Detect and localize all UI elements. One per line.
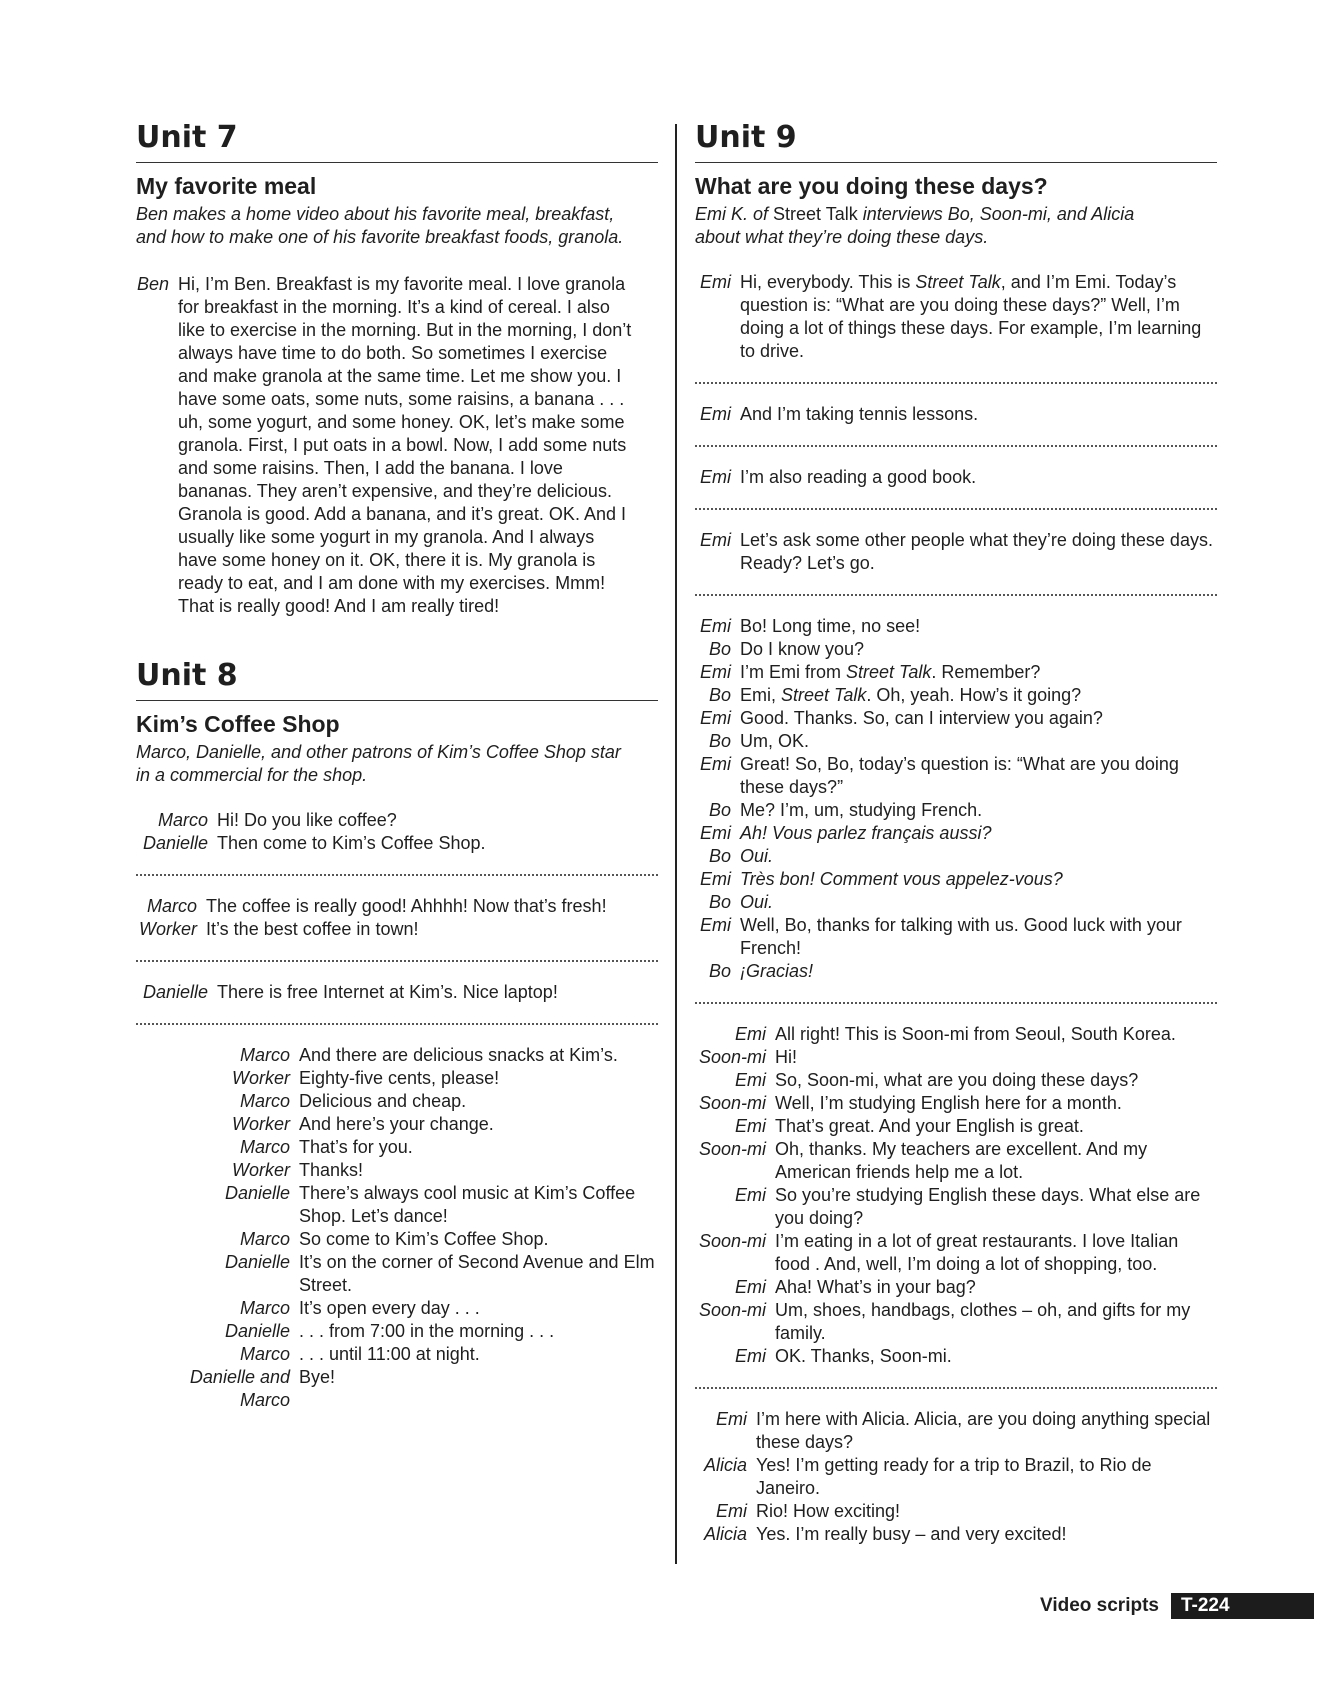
script-block	[695, 605, 1217, 993]
speaker-name: Marco	[239, 1137, 290, 1157]
unit-8-description: Marco, Danielle, and other patrons of Kim’s Coffee Shop star in a commercial for the shop.	[136, 742, 621, 785]
speaker-name: Bo	[708, 800, 731, 820]
line-text: Oui.	[740, 892, 774, 912]
line-text: Um, shoes, handbags, clothes – oh, and gifts for my family.	[775, 1300, 1191, 1343]
script-line	[695, 684, 1217, 707]
left-column	[136, 118, 658, 1422]
line-text: Hi!	[775, 1047, 797, 1067]
script-line	[695, 753, 1217, 799]
column-divider	[675, 124, 677, 1564]
speaker-name: Danielle and Marco	[189, 1367, 290, 1410]
line-text: Hi! Do you like coffee?	[217, 810, 397, 830]
script-block	[136, 1034, 658, 1422]
speaker-name: Danielle	[142, 982, 208, 1002]
script-line	[695, 891, 1217, 914]
speaker-name: Emi	[700, 708, 731, 728]
line-text: Yes. I’m really busy – and very excited!	[756, 1524, 1067, 1544]
line-text: OK. Thanks, Soon-mi.	[775, 1346, 952, 1366]
line-text: There’s always cool music at Kim’s Coffee Shop. Let’s dance!	[299, 1183, 636, 1226]
script-line	[136, 1343, 658, 1366]
speaker-name: Emi	[700, 662, 731, 682]
speaker-name: Emi	[735, 1070, 766, 1090]
line-text: And I’m taking tennis lessons.	[740, 404, 979, 424]
line-text: Hi, everybody. This is Street Talk, and I’m Emi. Today’s question is: “What are you doing these days?” Well, I’m doing a lot of things these days. For example, I’m learning to drive.	[740, 272, 1202, 361]
line-text: I’m eating in a lot of great restaurants. I love Italian food . And, well, I’m doing a lot of shopping, too.	[775, 1231, 1179, 1274]
speaker-name: Emi	[700, 915, 731, 935]
script-block	[695, 519, 1217, 585]
script-line	[695, 1345, 1217, 1368]
dotted-divider	[136, 1023, 658, 1025]
speaker-name: Soon-mi	[698, 1139, 766, 1159]
speaker-name: Emi	[700, 530, 731, 550]
line-text: Bye!	[299, 1367, 336, 1387]
line-text: Oh, thanks. My teachers are excellent. And my American friends help me a lot.	[775, 1139, 1148, 1182]
page-number: T-224	[1171, 1593, 1314, 1619]
dotted-divider	[136, 874, 658, 876]
dotted-divider	[695, 382, 1217, 384]
script-line	[136, 832, 658, 855]
line-text: ¡Gracias!	[740, 961, 814, 981]
line-text: That’s great. And your English is great.	[775, 1116, 1084, 1136]
line-text: Hi, I’m Ben. Breakfast is my favorite meal. I love granola for breakfast in the morning. It’s a kind of cereal. I also like to exercise in the morning. But in the morning, I don’t always have time to do both. So sometimes I exercise and make granola at the same time. Let me show you. I have some oats, some nuts, some raisins, a banana . . . uh, some yogurt, and some honey. OK, let’s make some granola. First, I put oats in a bowl. Now, I add some nuts and some raisins. Then, I add the banana. I love bananas. They aren’t expensive, and they’re delicious. Granola is good. Add a banana, and it’s great. OK. And I usually like some yogurt in my granola. And I always have some honey on it. OK, there it is. My granola is ready to eat, and I am done with my exercises. Mmm! That is really good! And I am really tired!	[178, 274, 632, 616]
speaker-name: Emi	[700, 404, 731, 424]
line-text: Well, I’m studying English here for a month.	[775, 1093, 1122, 1113]
line-text: Um, OK.	[740, 731, 810, 751]
unit-9-description	[695, 203, 1165, 249]
speaker-name: Emi	[716, 1409, 747, 1429]
script-line	[136, 1136, 658, 1159]
speaker-name: Emi	[735, 1116, 766, 1136]
unit-7-description: Ben makes a home video about his favorite meal, breakfast, and how to make one of his favorite breakfast foods, granola.	[136, 204, 624, 247]
script-line	[136, 1228, 658, 1251]
script-line	[136, 1159, 658, 1182]
unit-8-section-title: Kim’s Coffee Shop	[136, 711, 340, 737]
unit-7-section-title: My favorite meal	[136, 173, 317, 199]
line-text: All right! This is Soon-mi from Seoul, South Korea.	[775, 1024, 1176, 1044]
script-line	[136, 918, 658, 941]
speaker-name: Ben	[136, 274, 169, 294]
dotted-divider	[695, 1387, 1217, 1389]
dotted-divider	[695, 594, 1217, 596]
speaker-name: Alicia	[703, 1455, 747, 1475]
speaker-name: Bo	[708, 892, 731, 912]
speaker-name: Worker	[232, 1114, 290, 1134]
speaker-name: Emi	[700, 467, 731, 487]
speaker-name: Emi	[700, 869, 731, 889]
script-line	[136, 1320, 658, 1343]
script-line	[695, 1092, 1217, 1115]
speaker-name: Bo	[708, 685, 731, 705]
line-text: Yes! I’m getting ready for a trip to Brazil, to Rio de Janeiro.	[756, 1455, 1152, 1498]
speaker-name: Marco	[239, 1229, 290, 1249]
unit-8-title: Unit 8	[136, 656, 658, 701]
speaker-name: Soon-mi	[698, 1093, 766, 1113]
script-line	[695, 1230, 1217, 1276]
speaker-name: Bo	[708, 731, 731, 751]
speaker-name: Emi	[735, 1024, 766, 1044]
script-line	[695, 661, 1217, 684]
script-line	[136, 895, 658, 918]
script-line	[695, 707, 1217, 730]
speaker-name: Emi	[735, 1185, 766, 1205]
right-column	[695, 118, 1217, 1556]
script-line	[695, 466, 1217, 489]
unit-7-script	[136, 273, 658, 618]
unit-9-title: Unit 9	[695, 118, 1217, 163]
speaker-name: Bo	[708, 639, 731, 659]
script-block	[695, 1013, 1217, 1378]
unit-9-script	[695, 261, 1217, 1556]
line-text: Great! So, Bo, today’s question is: “What are you doing these days?”	[740, 754, 1179, 797]
line-text: Do I know you?	[740, 639, 865, 659]
speaker-name: Emi	[700, 272, 731, 292]
script-line	[695, 403, 1217, 426]
line-text: So you’re studying English these days. What else are you doing?	[775, 1185, 1201, 1228]
line-text: I’m Emi from Street Talk. Remember?	[740, 662, 1041, 682]
line-text: I’m here with Alicia. Alicia, are you doing anything special these days?	[756, 1409, 1211, 1452]
script-line	[695, 1454, 1217, 1500]
line-text: Let’s ask some other people what they’re doing these days. Ready? Let’s go.	[740, 530, 1213, 573]
speaker-name: Emi	[716, 1501, 747, 1521]
script-line	[695, 529, 1217, 575]
speaker-name: Marco	[157, 810, 208, 830]
line-text: Then come to Kim’s Coffee Shop.	[217, 833, 486, 853]
speaker-name: Marco	[239, 1344, 290, 1364]
line-text: And there are delicious snacks at Kim’s.	[299, 1045, 618, 1065]
script-line	[695, 1023, 1217, 1046]
script-line	[695, 822, 1217, 845]
page-footer	[1040, 1592, 1314, 1620]
script-line	[136, 809, 658, 832]
script-line	[695, 1523, 1217, 1546]
line-text: It’s open every day . . .	[299, 1298, 480, 1318]
unit-7-title: Unit 7	[136, 118, 658, 163]
line-text: That’s for you.	[299, 1137, 413, 1157]
speaker-name: Soon-mi	[698, 1300, 766, 1320]
script-line	[695, 1046, 1217, 1069]
line-text: Très bon! Comment vous appelez-vous?	[740, 869, 1063, 889]
script-line	[695, 1299, 1217, 1345]
line-text: Thanks!	[299, 1160, 364, 1180]
line-text: . . . from 7:00 in the morning . . .	[299, 1321, 555, 1341]
line-text: It’s the best coffee in town!	[206, 919, 419, 939]
script-line	[695, 1184, 1217, 1230]
script-line	[695, 730, 1217, 753]
dotted-divider	[695, 1002, 1217, 1004]
description-part: Emi K. of	[695, 204, 774, 224]
script-line	[695, 615, 1217, 638]
speaker-name: Marco	[239, 1045, 290, 1065]
script-line	[695, 1069, 1217, 1092]
line-text: Me? I’m, um, studying French.	[740, 800, 983, 820]
script-block	[695, 261, 1217, 373]
line-text: I’m also reading a good book.	[740, 467, 977, 487]
script-line	[695, 638, 1217, 661]
dotted-divider	[136, 960, 658, 962]
line-text: Oui.	[740, 846, 774, 866]
speaker-name: Emi	[735, 1277, 766, 1297]
script-line	[695, 1408, 1217, 1454]
script-line	[695, 960, 1217, 983]
speaker-name: Bo	[708, 961, 731, 981]
script-line	[136, 1251, 658, 1297]
script-line	[136, 1297, 658, 1320]
script-block	[695, 1398, 1217, 1556]
dotted-divider	[695, 445, 1217, 447]
speaker-name: Danielle	[142, 833, 208, 853]
script-line	[695, 868, 1217, 891]
line-text: Emi, Street Talk. Oh, yeah. How’s it going?	[740, 685, 1082, 705]
line-text: Delicious and cheap.	[299, 1091, 467, 1111]
speaker-name: Emi	[735, 1346, 766, 1366]
speaker-name: Marco	[239, 1091, 290, 1111]
line-text: Good. Thanks. So, can I interview you again?	[740, 708, 1103, 728]
show-name: Street Talk	[773, 204, 858, 224]
line-text: Bo! Long time, no see!	[740, 616, 921, 636]
unit-9-section-title: What are you doing these days?	[695, 173, 1048, 199]
unit-8-script	[136, 799, 658, 1422]
speaker-name: Emi	[700, 823, 731, 843]
line-text: Well, Bo, thanks for talking with us. Good luck with your French!	[740, 915, 1182, 958]
script-block	[695, 456, 1217, 499]
script-line	[136, 1113, 658, 1136]
speaker-name: Alicia	[703, 1524, 747, 1544]
line-text: Eighty-five cents, please!	[299, 1068, 500, 1088]
script-line	[136, 1366, 658, 1412]
script-line	[695, 845, 1217, 868]
script-line	[136, 273, 658, 618]
dotted-divider	[695, 508, 1217, 510]
speaker-name: Emi	[700, 754, 731, 774]
script-line	[695, 271, 1217, 363]
line-text: There is free Internet at Kim’s. Nice laptop!	[217, 982, 558, 1002]
line-text: So come to Kim’s Coffee Shop.	[299, 1229, 549, 1249]
script-line	[695, 1115, 1217, 1138]
script-block	[136, 885, 658, 951]
speaker-name: Bo	[708, 846, 731, 866]
speaker-name: Worker	[139, 919, 197, 939]
script-line	[695, 1500, 1217, 1523]
speaker-name: Soon-mi	[698, 1047, 766, 1067]
script-line	[136, 1067, 658, 1090]
speaker-name: Danielle	[224, 1183, 290, 1203]
description-part: interviews Bo, Soon-mi, and Alicia about what they’re doing these days.	[695, 204, 1135, 247]
script-block	[136, 971, 658, 1014]
script-line	[695, 799, 1217, 822]
script-line	[695, 1276, 1217, 1299]
line-text: It’s on the corner of Second Avenue and Elm Street.	[299, 1252, 655, 1295]
line-text: And here’s your change.	[299, 1114, 494, 1134]
speaker-name: Danielle	[224, 1252, 290, 1272]
speaker-name: Soon-mi	[698, 1231, 766, 1251]
script-line	[695, 1138, 1217, 1184]
script-block	[136, 799, 658, 865]
script-line	[136, 1044, 658, 1067]
line-text: Rio! How exciting!	[756, 1501, 901, 1521]
script-line	[136, 1182, 658, 1228]
speaker-name: Worker	[232, 1068, 290, 1088]
script-line	[136, 1090, 658, 1113]
script-line	[695, 914, 1217, 960]
script-block	[695, 393, 1217, 436]
line-text: Aha! What’s in your bag?	[775, 1277, 976, 1297]
footer-label: Video scripts	[1040, 1595, 1159, 1616]
speaker-name: Marco	[239, 1298, 290, 1318]
script-line	[136, 981, 658, 1004]
line-text: . . . until 11:00 at night.	[299, 1344, 480, 1364]
speaker-name: Danielle	[224, 1321, 290, 1341]
line-text: So, Soon-mi, what are you doing these days?	[775, 1070, 1139, 1090]
line-text: The coffee is really good! Ahhhh! Now that’s fresh!	[206, 896, 607, 916]
speaker-name: Worker	[232, 1160, 290, 1180]
speaker-name: Marco	[146, 896, 197, 916]
line-text: Ah! Vous parlez français aussi?	[740, 823, 992, 843]
speaker-name: Emi	[700, 616, 731, 636]
